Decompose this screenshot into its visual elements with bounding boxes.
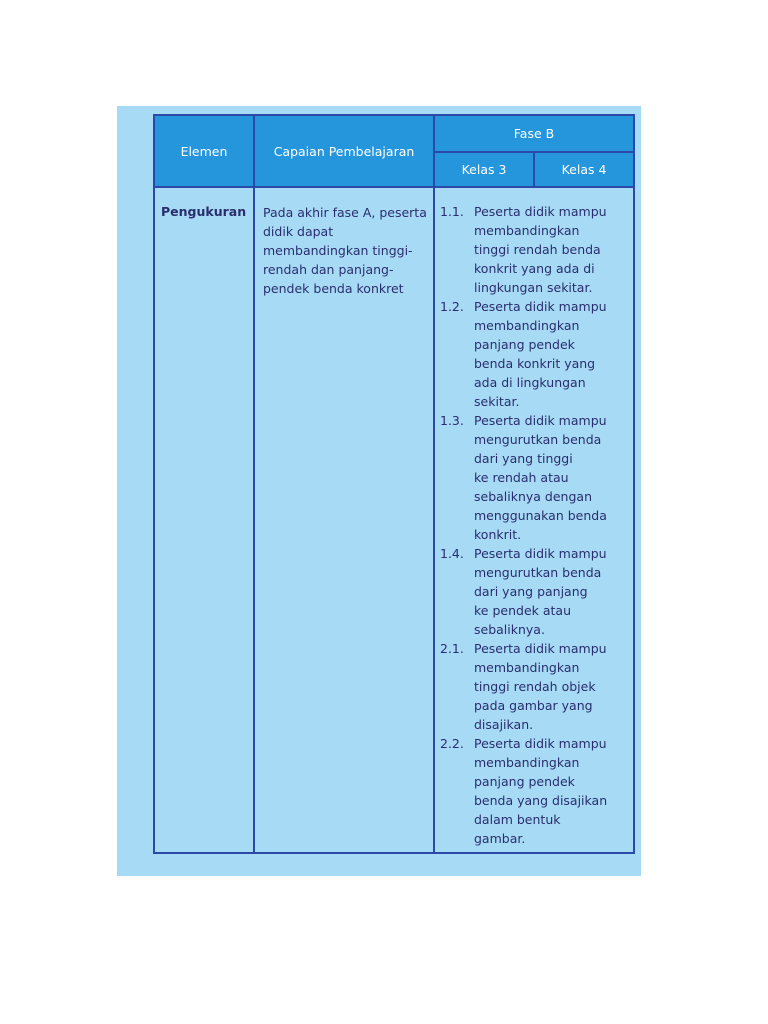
list-item — [440, 411, 623, 544]
header-elemen: Elemen — [154, 115, 254, 187]
capaian-cell: Pada akhir fase A, peserta didik dapat membandingkan tinggi-rendah dan panjang-pendek benda konkret — [254, 187, 434, 853]
header-kelas-3: Kelas 3 — [434, 152, 534, 187]
list-item — [440, 202, 623, 297]
item-text: Peserta didik mampu membandingkan panjang pendek benda yang disajikan dalam bentuk gambar. — [474, 736, 608, 846]
item-number: 1.4. — [440, 546, 464, 561]
list-item — [440, 639, 623, 734]
list-item — [440, 297, 623, 411]
item-text: Peserta didik mampu mengurutkan benda dari yang tinggi ke rendah atau sebaliknya dengan menggunakan benda konkrit. — [474, 413, 607, 542]
item-number: 1.1. — [440, 204, 464, 219]
tujuan-pembelajaran-cell — [434, 187, 634, 853]
item-number: 2.1. — [440, 641, 464, 656]
elemen-cell: Pengukuran — [154, 187, 254, 853]
item-number: 1.2. — [440, 299, 464, 314]
item-text: Peserta didik mampu membandingkan tinggi rendah benda konkrit yang ada di lingkungan sekitar. — [474, 204, 607, 295]
item-number: 1.3. — [440, 413, 464, 428]
list-item — [440, 734, 623, 848]
curriculum-table — [153, 114, 635, 854]
curriculum-panel — [117, 106, 641, 876]
header-capaian-pembelajaran: Capaian Pembelajaran — [254, 115, 434, 187]
header-kelas-4: Kelas 4 — [534, 152, 634, 187]
item-text: Peserta didik mampu membandingkan panjang pendek benda konkrit yang ada di lingkungan sekitar. — [474, 299, 607, 409]
header-fase-b: Fase B — [434, 115, 634, 152]
item-number: 2.2. — [440, 736, 464, 751]
table-row — [154, 187, 634, 853]
item-text: Peserta didik mampu mengurutkan benda dari yang panjang ke pendek atau sebaliknya. — [474, 546, 607, 637]
item-text: Peserta didik mampu membandingkan tinggi rendah objek pada gambar yang disajikan. — [474, 641, 607, 732]
list-item — [440, 544, 623, 639]
